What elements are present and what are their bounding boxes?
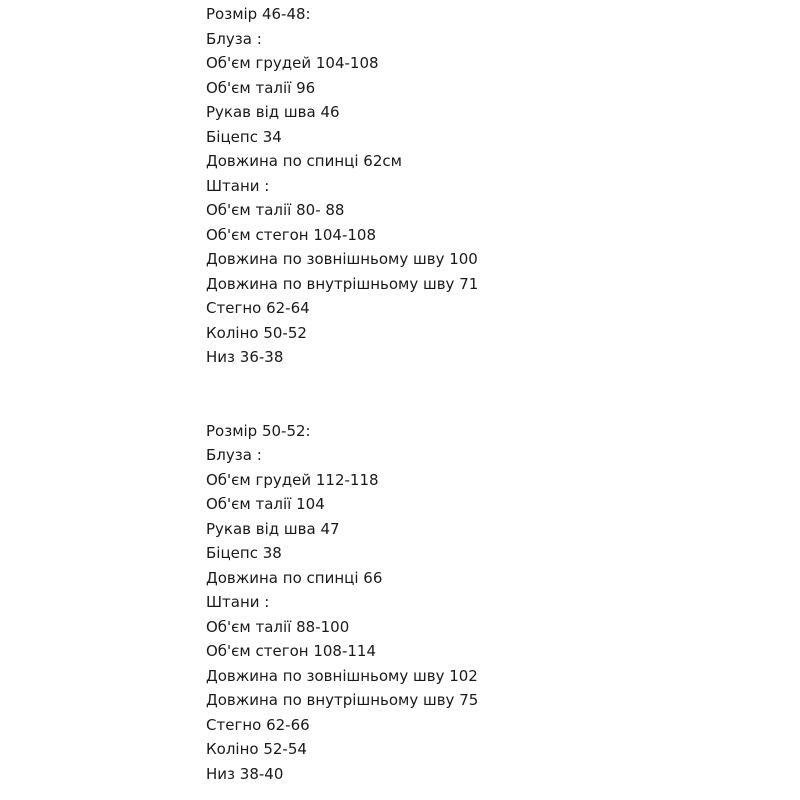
measurement-line: Низ 38-40 (206, 764, 284, 783)
measurement-line: Біцепс 34 (206, 127, 282, 146)
size-block-46-48 (206, 2, 478, 370)
measurement-line: Рукав від шва 46 (206, 103, 340, 121)
block-spacer (206, 370, 478, 419)
measurement-line: Об'єм стегон 108-114 (206, 642, 377, 660)
measurement-line: Об'єм грудей 104-108 (206, 54, 379, 72)
measurement-line: Об'єм грудей 112-118 (206, 470, 379, 489)
blouse-heading: Блуза : (206, 29, 262, 48)
measurement-line: Рукав від шва 47 (206, 519, 340, 538)
measurement-line: Довжина по внутрішньому шву 75 (206, 691, 479, 709)
size-heading: Розмір 50-52: (206, 421, 311, 440)
size-heading: Розмір 46-48: (206, 5, 311, 23)
measurement-line: Коліно 50-52 (206, 323, 307, 342)
measurement-line: Об'єм талії 80- 88 (206, 201, 345, 219)
size-block-50-52 (206, 419, 478, 787)
measurement-line: Довжина по внутрішньому шву 71 (206, 274, 479, 293)
measurement-line: Об'єм талії 88-100 (206, 617, 350, 636)
blouse-heading: Блуза : (206, 446, 262, 464)
measurement-line: Об'єм стегон 104-108 (206, 225, 377, 244)
size-chart-document (206, 2, 478, 786)
measurement-line: Довжина по спинці 66 (206, 568, 383, 587)
measurement-line: Коліно 52-54 (206, 740, 307, 758)
measurement-line: Стегно 62-66 (206, 715, 310, 734)
measurement-line: Об'єм талії 104 (206, 495, 325, 513)
measurement-line: Біцепс 38 (206, 544, 282, 562)
pants-heading: Штани : (206, 593, 270, 611)
measurement-line: Стегно 62-64 (206, 299, 310, 317)
measurement-line: Об'єм талії 96 (206, 78, 316, 97)
measurement-line: Довжина по спинці 62см (206, 152, 402, 170)
measurement-line: Довжина по зовнішньому шву 100 (206, 250, 478, 268)
measurement-line: Низ 36-38 (206, 348, 284, 366)
pants-heading: Штани : (206, 176, 270, 195)
measurement-line: Довжина по зовнішньому шву 102 (206, 666, 478, 685)
